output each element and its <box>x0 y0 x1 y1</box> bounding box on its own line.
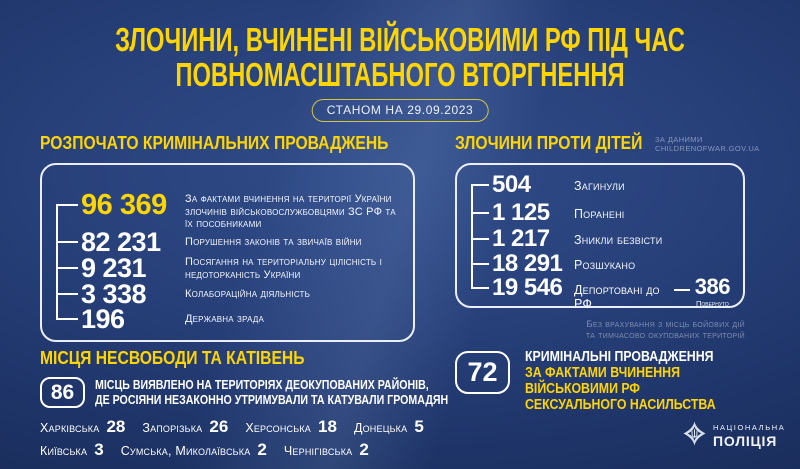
sv-line-2: ЗА ФАКТАМИ ВЧИНЕННЯ <box>525 365 680 381</box>
section-crimes-against-children <box>455 133 760 341</box>
national-police-logo <box>683 421 785 451</box>
police-badge-icon <box>683 421 706 451</box>
region-value: 2 <box>359 440 369 459</box>
region-value: 26 <box>209 417 229 436</box>
stat-value: 96 369 <box>81 189 167 221</box>
bracket-tick <box>471 238 489 240</box>
returned-label: Повернуто <box>695 299 729 308</box>
source-line-1: ЗА ДАНИМИ <box>655 135 703 144</box>
bracket-tick <box>56 293 78 295</box>
region-name: Чернігівська <box>283 444 353 458</box>
section-heading: РОЗПОЧАТО КРИМІНАЛЬНИХ ПРОВАДЖЕНЬ <box>40 133 389 153</box>
region-value: 5 <box>414 417 424 436</box>
stat-label: Розшукано <box>574 258 636 272</box>
region-stat <box>284 440 369 460</box>
returned-stat <box>695 276 730 308</box>
returned-value: 386 <box>694 274 730 299</box>
region-name: Запорізька <box>142 421 203 435</box>
logo-line-1: НАЦІОНАЛЬНА <box>713 423 786 432</box>
stat-row <box>56 191 400 231</box>
regions-list <box>40 417 445 460</box>
stat-value: 19 546 <box>492 274 563 301</box>
bracket-tick <box>56 241 78 243</box>
bracket-tick <box>56 267 78 269</box>
page-title <box>112 22 688 92</box>
region-stat <box>142 417 228 437</box>
note-line-1: Без врахування з місць бойових дій <box>586 319 745 330</box>
stat-label: Порушення законів та звичаїв війни <box>185 236 362 248</box>
deported-detail <box>574 276 730 311</box>
count-badge: 86 <box>40 377 85 408</box>
section-heading: ЗЛОЧИНИ ПРОТИ ДІТЕЙ <box>455 133 643 153</box>
stat-row-deported <box>471 276 730 311</box>
title-line-1: ЗЛОЧИНИ, ВЧИНЕНІ ВІЙСЬКОВИМИ РФ ПІД ЧАС <box>115 21 685 58</box>
region-value: 18 <box>318 417 337 436</box>
sv-line-3: ВІЙСЬКОВИМИ РФ <box>525 381 640 397</box>
section-heading: МІСЦЯ НЕСВОБОДИ ТА КАТІВЕНЬ <box>40 348 305 368</box>
bracket-tick <box>471 287 489 289</box>
sv-line-4: СЕКСУАЛЬНОГО НАСИЛЬСТВА <box>525 397 716 413</box>
exclusion-note <box>455 319 745 341</box>
stat-value: 504 <box>492 171 531 198</box>
logo-line-2: ПОЛІЦІЯ <box>713 433 778 449</box>
proceedings-box <box>40 163 415 342</box>
bracket-tick <box>56 204 78 206</box>
bracket-tick <box>471 263 489 265</box>
stat-row <box>471 252 730 276</box>
region-name: Донецька <box>353 421 408 435</box>
note-line-2: та тимчасово окупованих територій <box>585 330 745 341</box>
stat-label: Поранені <box>574 207 625 221</box>
stat-value: 82 231 <box>81 227 161 257</box>
section-sexual-violence <box>455 351 749 413</box>
stat-row <box>471 227 730 251</box>
stat-row <box>471 201 730 225</box>
region-value: 3 <box>94 440 104 459</box>
connector-dash <box>674 289 690 291</box>
stat-value: 18 291 <box>492 250 563 277</box>
stat-row <box>56 255 400 282</box>
stat-label: За фактами вчинення на території України злочинів військовослужбовцями ЗС РФ та їх пособниками <box>185 193 396 230</box>
date-badge: СТАНОМ НА 29.09.2023 <box>312 99 489 122</box>
stat-row <box>471 173 730 197</box>
region-name: Київська <box>40 444 88 458</box>
stat-value: 9 231 <box>81 253 147 283</box>
region-stat <box>121 440 267 460</box>
children-box <box>455 163 745 311</box>
data-source-note <box>655 135 760 153</box>
regions-row <box>40 440 445 460</box>
stat-row <box>56 306 400 333</box>
stat-label: Зникли безвісти <box>574 233 663 247</box>
count-badge: 72 <box>455 351 510 394</box>
region-stat <box>354 417 424 437</box>
region-value: 2 <box>257 440 267 459</box>
stat-label: Депортовані до РФ <box>574 283 660 311</box>
stat-value: 3 338 <box>81 279 147 309</box>
logo-text <box>713 423 785 449</box>
title-line-2: ПОВНОМАСШТАБНОГО ВТОРГНЕННЯ <box>175 56 625 93</box>
source-line-2: CHILDRENOFWAR.GOV.UA <box>655 144 760 153</box>
stat-label: Колабораційна діяльність <box>185 288 311 300</box>
stat-row <box>56 229 400 256</box>
stat-value: 196 <box>81 304 125 334</box>
stat-label: Посягання на територіальну цілісність і недоторканість України <box>185 256 383 281</box>
bracket-tick <box>471 212 489 214</box>
region-stat <box>40 440 104 460</box>
sv-line-1: КРИМІНАЛЬНІ ПРОВАДЖЕННЯ <box>525 349 714 365</box>
region-name: Харківська <box>40 421 100 435</box>
region-stat <box>245 417 337 437</box>
description-line-2: ДЕ РОСІЯНИ НЕЗАКОННО УТРИМУВАЛИ ТА КАТУВАЛИ ГРОМАДЯН <box>95 393 449 407</box>
detention-description <box>95 378 448 408</box>
section-criminal-proceedings <box>40 133 415 342</box>
stat-value: 1 217 <box>492 225 550 252</box>
region-value: 28 <box>106 417 126 436</box>
stat-label: Загинули <box>574 179 625 193</box>
description-line-1: МІСЦЬ ВИЯВЛЕНО НА ТЕРИТОРІЯХ ДЕОКУПОВАНИХ РАЙОНІВ, <box>95 378 429 392</box>
region-name: Херсонська <box>245 421 312 435</box>
stat-value: 1 125 <box>492 199 550 226</box>
stat-label: Державна зрада <box>185 313 265 325</box>
section-detention-places <box>40 348 449 460</box>
detention-summary <box>40 377 449 408</box>
bracket-tick <box>56 318 78 320</box>
sexual-violence-text <box>525 349 716 413</box>
region-name: Сумська, Миколаївська <box>120 444 251 458</box>
regions-row <box>40 417 445 437</box>
region-stat <box>40 417 125 437</box>
bracket-tick <box>471 184 489 186</box>
